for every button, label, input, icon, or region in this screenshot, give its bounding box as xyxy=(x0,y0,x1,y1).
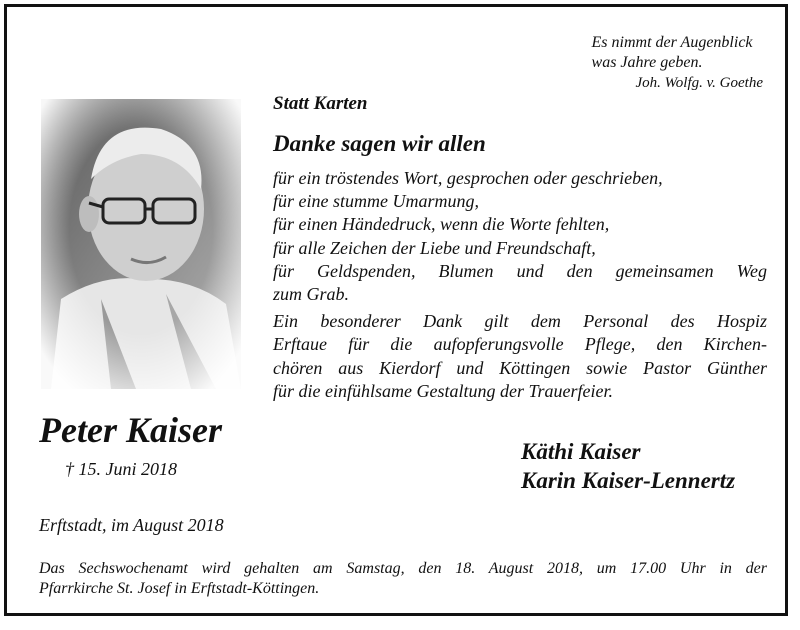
service-notice xyxy=(39,559,767,599)
notice-line-1: Das Sechswochenamt wird gehalten am Samstag, den 18. August 2018, um 17.00 Uhr in der xyxy=(39,560,767,577)
body-line: für ein tröstendes Wort, gesprochen oder geschrieben, xyxy=(273,168,663,188)
signatures xyxy=(521,437,735,495)
portrait-photo xyxy=(41,99,241,389)
signature-name: Käthi Kaiser xyxy=(521,439,641,464)
danke-heading: Danke sagen wir allen xyxy=(273,131,486,156)
thanks-line: Ein besonderer Dank gilt dem Personal des Hospiz xyxy=(273,311,767,332)
quote-author: Joh. Wolfg. v. Goethe xyxy=(635,75,763,91)
goethe-quote xyxy=(592,33,763,93)
notice-line-2: Pfarrkirche St. Josef in Erftstadt-Köttingen. xyxy=(39,580,320,597)
body-line: für Geldspenden, Blumen und den gemeinsamen Weg xyxy=(273,260,767,281)
death-date: † 15. Juni 2018 xyxy=(65,459,177,479)
thanks-line: für die einfühlsame Gestaltung der Trauerfeier. xyxy=(273,380,613,401)
thanks-line: Erftaue für die aufopferungsvolle Pflege, den Kirchen- xyxy=(273,334,767,355)
body-line: zum Grab. xyxy=(273,284,350,305)
place-date: Erftstadt, im August 2018 xyxy=(39,515,224,535)
quote-line-2: was Jahre geben. xyxy=(591,54,703,71)
thanks-body xyxy=(273,167,767,403)
obituary-card xyxy=(4,4,788,616)
statt-karten-heading: Statt Karten xyxy=(273,93,368,114)
body-line: für einen Händedruck, wenn die Worte fehlten, xyxy=(273,214,610,235)
body-line: für alle Zeichen der Liebe und Freundschaft, xyxy=(273,237,596,258)
signature-name: Karin Kaiser-Lennertz xyxy=(521,468,736,493)
thanks-line: chören aus Kierdorf und Köttingen sowie Pastor Günther xyxy=(273,357,767,378)
body-line: für eine stumme Umarmung, xyxy=(273,191,479,212)
quote-line-1: Es nimmt der Augenblick xyxy=(591,34,753,51)
deceased-name: Peter Kaiser xyxy=(39,410,222,450)
